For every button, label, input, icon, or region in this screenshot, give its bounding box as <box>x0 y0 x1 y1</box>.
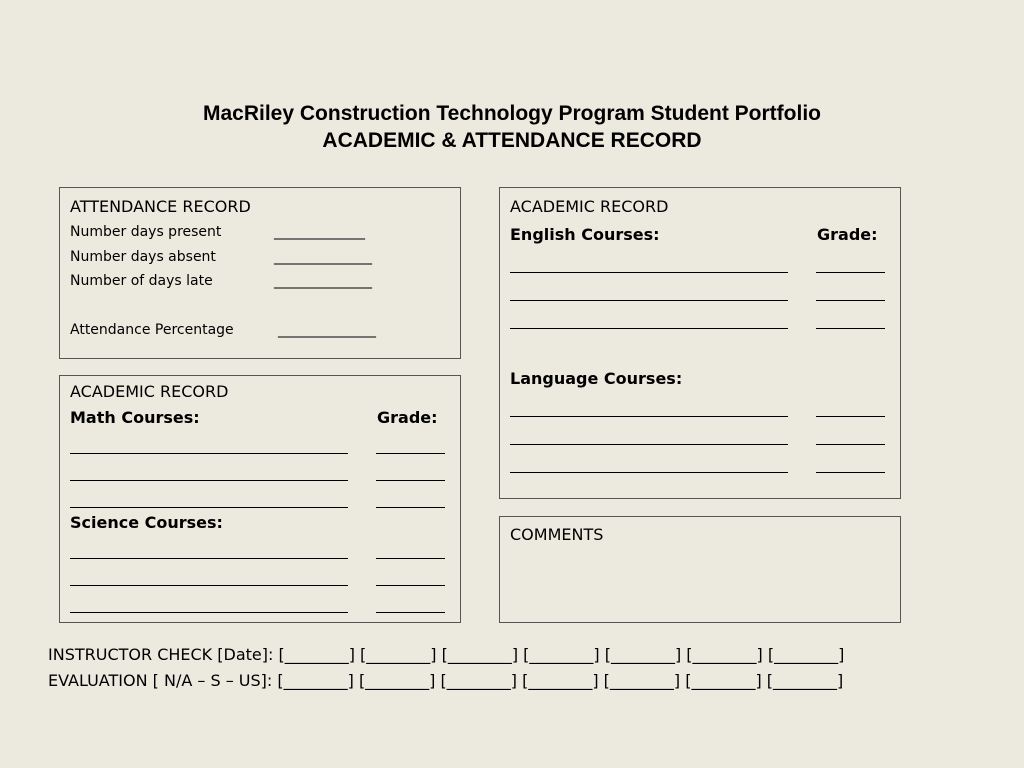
math-grade-line-1[interactable] <box>376 453 445 454</box>
days-absent-field[interactable]: ______________ <box>274 249 372 265</box>
academic-record-right-box <box>499 187 901 499</box>
science-courses-label: Science Courses: <box>70 513 223 532</box>
instructor-check-row[interactable]: INSTRUCTOR CHECK [Date]: [________] [________] [________] [________] [________] [________] [________] <box>48 645 845 664</box>
days-absent-label: Number days absent <box>70 249 216 265</box>
math-course-line-1[interactable] <box>70 453 348 454</box>
days-late-field[interactable]: ______________ <box>274 273 372 289</box>
language-course-line-1[interactable] <box>510 416 788 417</box>
language-grade-line-3[interactable] <box>816 472 885 473</box>
days-present-field[interactable]: _____________ <box>274 224 365 240</box>
science-grade-line-2[interactable] <box>376 585 445 586</box>
math-grade-label: Grade: <box>377 408 438 427</box>
evaluation-row[interactable]: EVALUATION [ N/A – S – US]: [________] [________] [________] [________] [________] [________] [________] <box>48 671 844 690</box>
math-courses-label: Math Courses: <box>70 408 200 427</box>
language-course-line-2[interactable] <box>510 444 788 445</box>
language-grade-line-1[interactable] <box>816 416 885 417</box>
academic-record-right-heading: ACADEMIC RECORD <box>510 197 669 216</box>
english-courses-label: English Courses: <box>510 225 660 244</box>
math-course-line-2[interactable] <box>70 480 348 481</box>
english-grade-line-1[interactable] <box>816 272 885 273</box>
english-grade-label: Grade: <box>817 225 878 244</box>
math-grade-line-3[interactable] <box>376 507 445 508</box>
title-line-2: ACADEMIC & ATTENDANCE RECORD <box>322 129 702 152</box>
english-course-line-2[interactable] <box>510 300 788 301</box>
science-grade-line-3[interactable] <box>376 612 445 613</box>
math-course-line-3[interactable] <box>70 507 348 508</box>
attendance-record-box <box>59 187 461 359</box>
comments-box[interactable] <box>499 516 901 623</box>
math-grade-line-2[interactable] <box>376 480 445 481</box>
days-present-label: Number days present <box>70 224 222 240</box>
english-course-line-3[interactable] <box>510 328 788 329</box>
academic-record-left-box <box>59 375 461 623</box>
academic-record-left-heading: ACADEMIC RECORD <box>70 382 229 401</box>
science-course-line-3[interactable] <box>70 612 348 613</box>
title-line-1: MacRiley Construction Technology Program Student Portfolio <box>203 102 821 125</box>
science-course-line-1[interactable] <box>70 558 348 559</box>
language-course-line-3[interactable] <box>510 472 788 473</box>
attendance-percentage-field[interactable]: ______________ <box>278 322 376 338</box>
comments-heading: COMMENTS <box>510 525 604 544</box>
english-course-line-1[interactable] <box>510 272 788 273</box>
attendance-percentage-label: Attendance Percentage <box>70 322 234 338</box>
english-grade-line-2[interactable] <box>816 300 885 301</box>
science-course-line-2[interactable] <box>70 585 348 586</box>
language-courses-label: Language Courses: <box>510 369 683 388</box>
english-grade-line-3[interactable] <box>816 328 885 329</box>
language-grade-line-2[interactable] <box>816 444 885 445</box>
days-late-label: Number of days late <box>70 273 213 289</box>
attendance-record-heading: ATTENDANCE RECORD <box>70 197 251 216</box>
science-grade-line-1[interactable] <box>376 558 445 559</box>
